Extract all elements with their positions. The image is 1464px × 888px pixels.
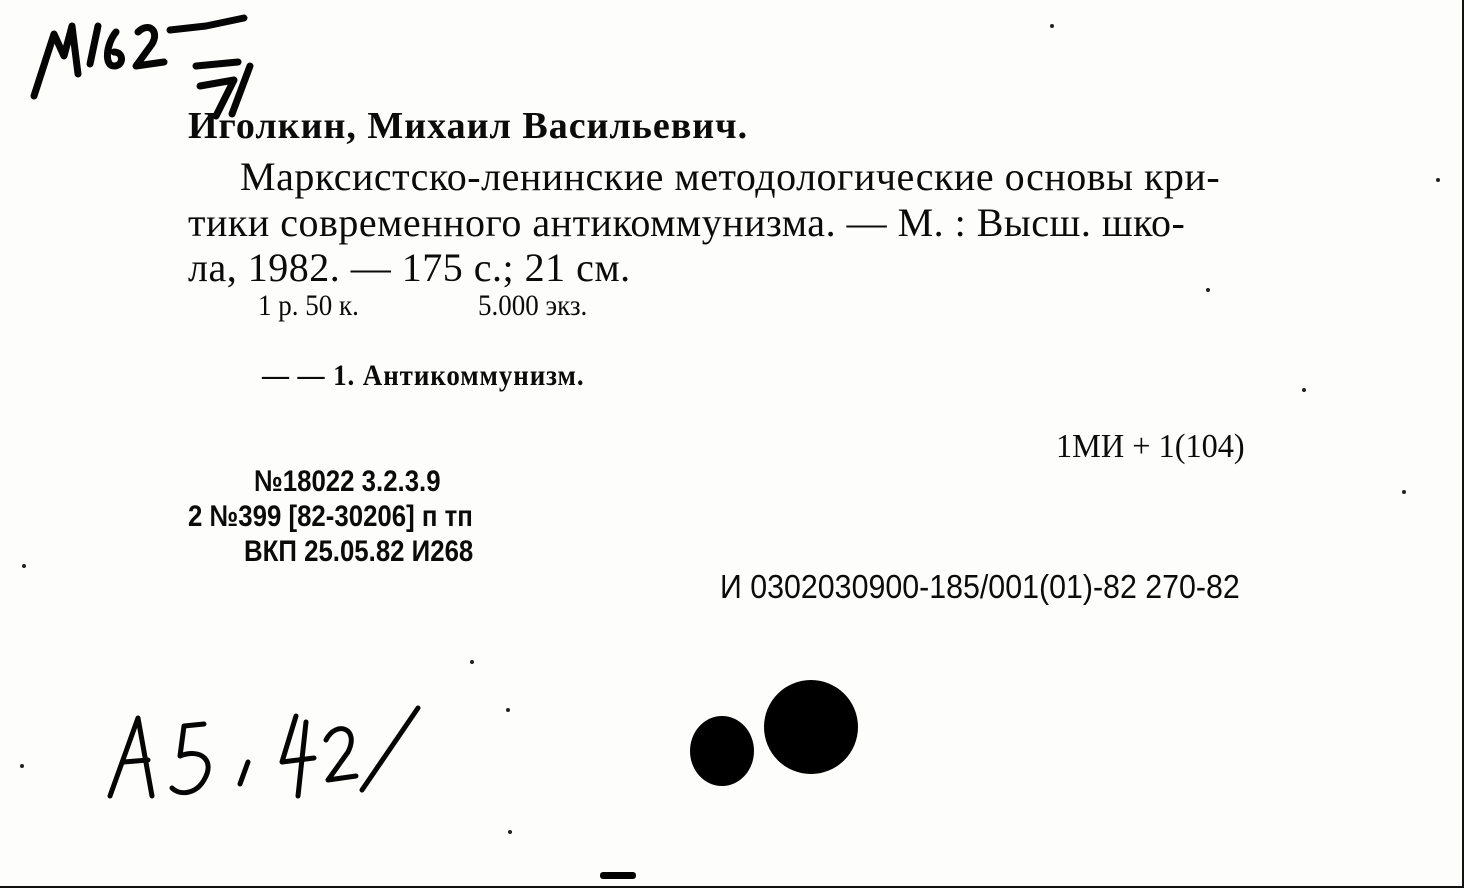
title-line-1: Марксистско-ленинские методологические основы кри- (240, 154, 1221, 199)
punch-hole-large (764, 680, 858, 774)
speck (508, 830, 512, 834)
author-heading: Иголкин, Михаил Васильевич. (188, 105, 749, 147)
speck (1206, 288, 1210, 292)
speck (1050, 24, 1054, 28)
order-number: №18022 3.2.3.9 (254, 465, 441, 498)
classification-index: 1МИ + 1(104) (1056, 428, 1245, 465)
speck (506, 708, 510, 712)
isbn-code: И 0302030900-185/001(01)-82 270-82 (720, 568, 1240, 605)
price: 1 р. 50 к. (258, 289, 359, 322)
speck (20, 764, 24, 768)
subject-heading: — — 1. Антикоммунизм. (262, 359, 585, 392)
print-run: 5.000 экз. (478, 289, 588, 322)
speck (1402, 490, 1406, 494)
card-number: 2 №399 [82-30206] п тп (188, 500, 473, 533)
edge-mark (600, 872, 636, 879)
title-line-3: ла, 1982. — 175 с.; 21 см. (188, 245, 631, 290)
title-line-2: тики современного антикоммунизма. — М. : Высш. шко- (188, 200, 1186, 245)
punch-hole-small (690, 716, 754, 786)
speck (22, 564, 26, 568)
speck (1436, 178, 1440, 182)
speck (1302, 388, 1306, 392)
speck (470, 660, 474, 664)
vkp-date: ВКП 25.05.82 И268 (244, 535, 474, 568)
handwritten-shelfmark-bottom (100, 700, 430, 810)
